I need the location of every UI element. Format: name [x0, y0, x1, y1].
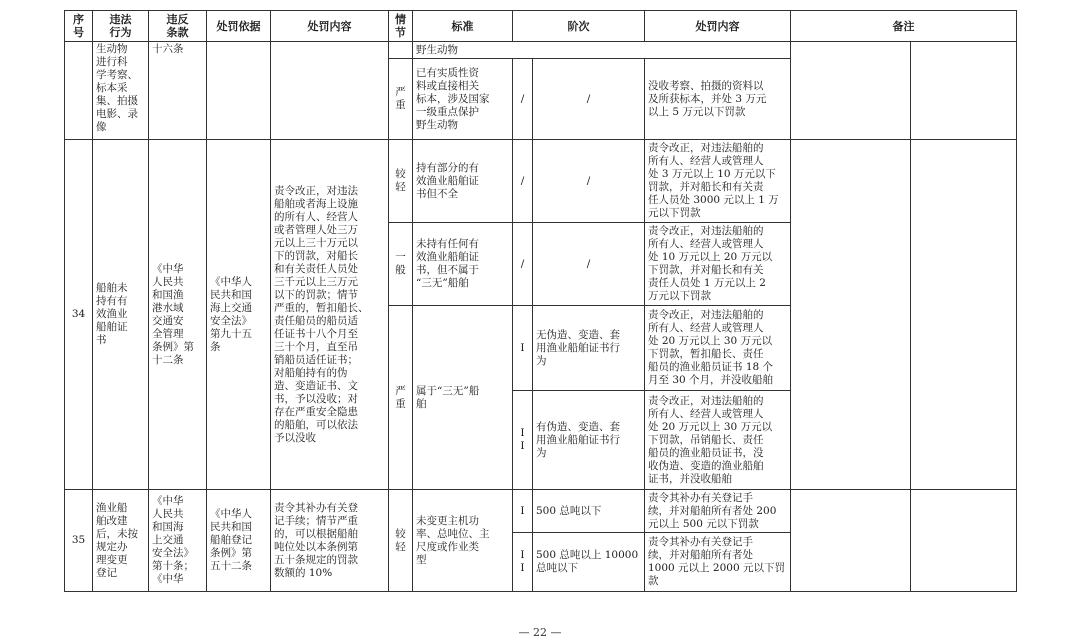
circumstance-cell: 较 轻: [389, 490, 413, 592]
standard-cell: 持有部分的有 效渔业船舶证 书但不全: [413, 140, 513, 223]
header-circumstance: 情 节: [389, 11, 413, 42]
penalty-cell: 责令改正，对违法船舶的 所有人、经营人或管理人 处 3 万元以上 10 万元以下 罚款，并对船长和有关责 任人员处 3000 元以上 1 万 元以下罚款: [645, 140, 791, 223]
tier-cell: /: [513, 140, 533, 223]
violation-cell: 渔业船 舶改建 后，未按 规定办 理变更 登记: [93, 490, 149, 592]
clause-cell: 《中华 人民共 和国海 上交通 安全法》 第十条； 《中华: [149, 490, 207, 592]
penalty-cell: 责令改正，对违法船舶的 所有人、经营人或管理人 处 10 万元以上 20 万元以 下罚款，并对船长和有关 责任人员处 1 万元以上 2 万元以下罚款: [645, 223, 791, 306]
header-tier: 阶次: [513, 11, 645, 42]
standard-cell: 野生动物: [413, 42, 791, 59]
penalty-cell: 责令改正，对违法船舶的 所有人、经营人或管理人 处 20 万元以上 30 万元以 下罚款，暂扣船长、责任 船员的渔业船员证书 18 个 月至 30 个月，并没收船舶: [645, 306, 791, 391]
header-no: 序 号: [65, 11, 93, 42]
tier-desc-cell: 有伪造、变造、套 用渔业船舶证书行 为: [533, 391, 645, 490]
circumstance-cell: 严 重: [389, 306, 413, 490]
page-number: — 22 —: [518, 626, 562, 639]
header-clause: 违反 条款: [149, 11, 207, 42]
tier-desc-cell: /: [533, 59, 645, 140]
content-cell: 责令改正，对违法 船舶或者海上设施 的所有人、经营人 或者管理人处三万 元以上三十万元以 下的罚款，对船长 和有关责任人员处 三千元以上三万元 以下的罚款；情节 严重的，暂扣船长、 责任船员的船员适 任证书十八个月至 三十个月，直至吊 销船员适任证书； 对船舶持有的伪 造、变造证书、文 书，予以没收；对 存在严重安全隐患 的船舶，可以依法 予以没收: [271, 140, 389, 490]
tier-cell: I: [513, 306, 533, 391]
tier-cell: I I: [513, 391, 533, 490]
violation-cell: 生动物 进行科 学考察、 标本采 集、拍摄 电影、录 像: [93, 42, 149, 140]
clause-cell: 《中华 人民共 和国渔 港水域 交通安 全管理 条例》第 十二条: [149, 140, 207, 490]
table-row: [65, 140, 1017, 223]
row-number: 35: [65, 490, 93, 592]
tier-desc-cell: 500 总吨以下: [533, 490, 645, 533]
penalty-cell: 责令改正，对违法船舶的 所有人、经营人或管理人 处 20 万元以上 30 万元以 下罚款，吊销船长、责任 船员的渔业船员证书，没 收伪造、变造的渔业船舶 证书，并没收船舶: [645, 391, 791, 490]
header-basis: 处罚依据: [207, 11, 271, 42]
header-violation: 违法 行为: [93, 11, 149, 42]
tier-desc-cell: 500 总吨以上 10000 总吨以下: [533, 533, 645, 592]
table-row: [65, 42, 1017, 59]
clause-cell: 十六条: [149, 42, 207, 140]
tier-desc-cell: /: [533, 140, 645, 223]
row-number: 34: [65, 140, 93, 490]
penalty-standard-table: [64, 10, 1017, 592]
tier-desc-cell: 无伪造、变造、套 用渔业船舶证书行 为: [533, 306, 645, 391]
header-penalty-content: 处罚内容: [645, 11, 791, 42]
tier-cell: /: [513, 59, 533, 140]
circumstance-cell: 严 重: [389, 59, 413, 140]
tier-cell: /: [513, 223, 533, 306]
penalty-cell: 没收考察、拍摄的资料以 及所获标本，并处 3 万元 以上 5 万元以下罚款: [645, 59, 791, 140]
penalty-cell: 责令其补办有关登记手 续，并对船舶所有者处 200 元以上 500 元以下罚款: [645, 490, 791, 533]
tier-cell: I I: [513, 533, 533, 592]
header-standard: 标准: [413, 11, 513, 42]
circumstance-cell: 较 轻: [389, 140, 413, 223]
standard-cell: 未变更主机功 率、总吨位、主 尺度或作业类 型: [413, 490, 513, 592]
tier-desc-cell: /: [533, 223, 645, 306]
content-cell: 责令其补办有关登 记手续；情节严重 的，可以根据船舶 吨位处以本条例第 五十条规定的罚款 数额的 10%: [271, 490, 389, 592]
header-remark: 备注: [791, 11, 1017, 42]
basis-cell: 《中华人 民共和国 船舶登记 条例》第 五十二条: [207, 490, 271, 592]
header-row: [65, 11, 1017, 42]
standard-cell: 已有实质性资 料或直接相关 标本，涉及国家 一级重点保护 野生动物: [413, 59, 513, 140]
violation-cell: 船舶未 持有有 效渔业 船舶证 书: [93, 140, 149, 490]
table-row: [65, 490, 1017, 533]
standard-cell: 未持有任何有 效渔业船舶证 书，但不属于 “三无”船舶: [413, 223, 513, 306]
header-content: 处罚内容: [271, 11, 389, 42]
tier-cell: I: [513, 490, 533, 533]
standard-cell: 属于“三无”船 舶: [413, 306, 513, 490]
circumstance-cell: 一 般: [389, 223, 413, 306]
penalty-cell: 责令其补办有关登记手 续，并对船舶所有者处 1000 元以上 2000 元以下罚 款: [645, 533, 791, 592]
basis-cell: 《中华人 民共和国 海上交通 安全法》 第九十五 条: [207, 140, 271, 490]
